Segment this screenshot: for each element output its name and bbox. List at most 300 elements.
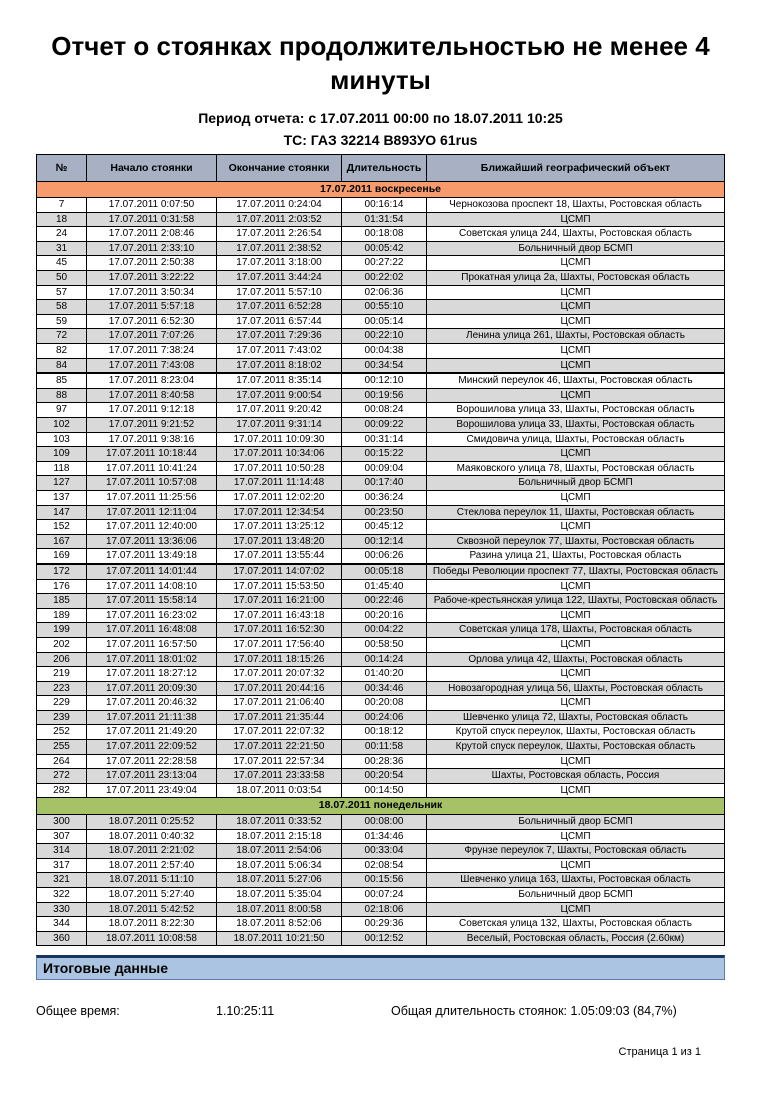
stop-start-cell: 17.07.2011 20:46:32 [87,696,217,711]
stop-end-cell: 17.07.2011 10:09:30 [217,432,342,447]
stop-location-cell: Новозагородная улица 56, Шахты, Ростовская область [427,681,725,696]
table-row [37,256,725,271]
stop-number-cell: 219 [37,667,87,682]
table-row [37,681,725,696]
table-row [37,814,725,829]
stop-start-cell: 18.07.2011 5:11:10 [87,873,217,888]
stop-start-cell: 17.07.2011 16:23:02 [87,608,217,623]
stop-location-cell: Сквозной переулок 77, Шахты, Ростовская область [427,534,725,549]
table-row [37,461,725,476]
stop-location-cell: ЦСМП [427,388,725,403]
stop-location-cell: Ленина улица 261, Шахты, Ростовская область [427,329,725,344]
stop-location-cell: Рабоче-крестьянская улица 122, Шахты, Ростовская область [427,594,725,609]
column-header-number: № [37,154,87,181]
stop-number-cell: 252 [37,725,87,740]
stop-end-cell: 17.07.2011 21:35:44 [217,710,342,725]
stop-location-cell: ЦСМП [427,579,725,594]
stop-start-cell: 17.07.2011 13:36:06 [87,534,217,549]
stop-number-cell: 118 [37,461,87,476]
stop-start-cell: 17.07.2011 2:33:10 [87,241,217,256]
stop-end-cell: 17.07.2011 17:56:40 [217,637,342,652]
stop-duration-cell: 00:31:14 [342,432,427,447]
stop-end-cell: 17.07.2011 12:02:20 [217,490,342,505]
stop-start-cell: 17.07.2011 9:38:16 [87,432,217,447]
stop-number-cell: 314 [37,844,87,859]
stop-location-cell: Крутой спуск переулок, Шахты, Ростовская область [427,725,725,740]
stop-start-cell: 17.07.2011 8:40:58 [87,388,217,403]
stop-duration-cell: 00:07:24 [342,887,427,902]
stop-location-cell: Орлова улица 42, Шахты, Ростовская область [427,652,725,667]
page-title: Отчет о стоянках продолжительностью не менее 4 минуты [51,31,710,95]
stop-location-cell: Маяковского улица 78, Шахты, Ростовская область [427,461,725,476]
stop-end-cell: 17.07.2011 14:07:02 [217,564,342,579]
stop-duration-cell: 00:16:14 [342,198,427,213]
stop-number-cell: 176 [37,579,87,594]
stop-start-cell: 17.07.2011 10:18:44 [87,447,217,462]
stop-duration-cell: 00:12:10 [342,373,427,388]
stop-number-cell: 223 [37,681,87,696]
table-row [37,432,725,447]
stop-start-cell: 17.07.2011 2:08:46 [87,227,217,242]
stop-end-cell: 17.07.2011 9:20:42 [217,403,342,418]
stop-location-cell: ЦСМП [427,696,725,711]
stop-start-cell: 17.07.2011 16:48:08 [87,623,217,638]
stop-duration-cell: 00:20:54 [342,769,427,784]
stop-start-cell: 17.07.2011 22:28:58 [87,754,217,769]
stop-end-cell: 18.07.2011 0:03:54 [217,783,342,798]
column-header-location: Ближайший географический объект [427,154,725,181]
stop-duration-cell: 02:18:06 [342,902,427,917]
table-row [37,241,725,256]
stop-start-cell: 17.07.2011 23:49:04 [87,783,217,798]
table-row [37,902,725,917]
stop-duration-cell: 00:08:00 [342,814,427,829]
stop-location-cell: Стеклова переулок 11, Шахты, Ростовская область [427,505,725,520]
stop-location-cell: ЦСМП [427,829,725,844]
stop-end-cell: 17.07.2011 9:31:14 [217,418,342,433]
table-row [37,564,725,579]
stop-start-cell: 17.07.2011 5:57:18 [87,300,217,315]
stop-duration-cell: 00:22:46 [342,594,427,609]
table-row [37,476,725,491]
stop-start-cell: 17.07.2011 7:07:26 [87,329,217,344]
stop-start-cell: 17.07.2011 20:09:30 [87,681,217,696]
stop-location-cell: Советская улица 178, Шахты, Ростовская область [427,623,725,638]
stop-duration-cell: 00:22:10 [342,329,427,344]
table-row [37,887,725,902]
stop-duration-cell: 00:05:42 [342,241,427,256]
table-row [37,534,725,549]
stop-location-cell: Веселый, Ростовская область, Россия (2.60км) [427,931,725,946]
stop-start-cell: 18.07.2011 0:25:52 [87,814,217,829]
table-row [37,917,725,932]
stop-start-cell: 17.07.2011 13:49:18 [87,549,217,564]
stop-number-cell: 322 [37,887,87,902]
stop-number-cell: 360 [37,931,87,946]
stop-number-cell: 189 [37,608,87,623]
report-vehicle: ТС: ГАЗ 32214 В893УО 61rus [283,131,478,148]
stop-start-cell: 17.07.2011 0:31:58 [87,212,217,227]
stop-start-cell: 17.07.2011 10:41:24 [87,461,217,476]
stop-location-cell: ЦСМП [427,783,725,798]
stop-start-cell: 17.07.2011 9:21:52 [87,418,217,433]
table-row [37,740,725,755]
stop-location-cell: Победы Революции проспект 77, Шахты, Ростовская область [427,564,725,579]
stop-duration-cell: 00:19:56 [342,388,427,403]
stop-location-cell: Шевченко улица 72, Шахты, Ростовская область [427,710,725,725]
stops-table-header [37,154,725,181]
stop-duration-cell: 00:20:08 [342,696,427,711]
table-row [37,271,725,286]
stop-end-cell: 17.07.2011 20:07:32 [217,667,342,682]
stop-number-cell: 97 [37,403,87,418]
stop-start-cell: 18.07.2011 0:40:32 [87,829,217,844]
stop-end-cell: 17.07.2011 13:48:20 [217,534,342,549]
total-time-value: 1.10:25:11 [216,1004,275,1019]
table-row [37,725,725,740]
table-row [37,373,725,388]
table-row [37,594,725,609]
stop-location-cell: ЦСМП [427,256,725,271]
stop-end-cell: 17.07.2011 7:29:36 [217,329,342,344]
table-row [37,623,725,638]
table-row [37,667,725,682]
column-header-start: Начало стоянки [87,154,217,181]
stop-location-cell: ЦСМП [427,344,725,359]
stop-number-cell: 199 [37,623,87,638]
stop-duration-cell: 02:08:54 [342,858,427,873]
stop-number-cell: 185 [37,594,87,609]
stop-number-cell: 59 [37,314,87,329]
stop-duration-cell: 00:23:50 [342,505,427,520]
stop-start-cell: 17.07.2011 21:11:38 [87,710,217,725]
stop-end-cell: 18.07.2011 0:33:52 [217,814,342,829]
stop-number-cell: 239 [37,710,87,725]
stop-end-cell: 17.07.2011 18:15:26 [217,652,342,667]
stop-number-cell: 127 [37,476,87,491]
stop-end-cell: 17.07.2011 7:43:02 [217,344,342,359]
table-row [37,637,725,652]
table-row [37,549,725,564]
table-row [37,358,725,373]
stop-start-cell: 17.07.2011 0:07:50 [87,198,217,213]
stop-number-cell: 344 [37,917,87,932]
stop-location-cell: Больничный двор БСМП [427,887,725,902]
stop-start-cell: 17.07.2011 3:50:34 [87,285,217,300]
table-row [37,844,725,859]
table-row [37,388,725,403]
stop-number-cell: 103 [37,432,87,447]
stop-location-cell: ЦСМП [427,358,725,373]
stop-start-cell: 17.07.2011 11:25:56 [87,490,217,505]
stop-number-cell: 50 [37,271,87,286]
stop-number-cell: 206 [37,652,87,667]
stop-duration-cell: 00:04:38 [342,344,427,359]
stop-duration-cell: 02:06:36 [342,285,427,300]
stop-duration-cell: 00:08:24 [342,403,427,418]
stop-start-cell: 18.07.2011 10:08:58 [87,931,217,946]
stop-start-cell: 17.07.2011 12:11:04 [87,505,217,520]
table-row [37,931,725,946]
summary-header-bar: Итоговые данные [36,955,725,980]
stop-duration-cell: 00:33:04 [342,844,427,859]
stop-number-cell: 7 [37,198,87,213]
table-row [37,873,725,888]
stop-number-cell: 72 [37,329,87,344]
table-row [37,212,725,227]
stop-start-cell: 17.07.2011 23:13:04 [87,769,217,784]
stop-location-cell: Шевченко улица 163, Шахты, Ростовская область [427,873,725,888]
stop-duration-cell: 00:12:14 [342,534,427,549]
table-row [37,579,725,594]
stop-number-cell: 167 [37,534,87,549]
stop-location-cell: Ворошилова улица 33, Шахты, Ростовская область [427,403,725,418]
stop-location-cell: Советская улица 244, Шахты, Ростовская область [427,227,725,242]
stop-end-cell: 18.07.2011 8:52:06 [217,917,342,932]
stop-number-cell: 31 [37,241,87,256]
stop-number-cell: 317 [37,858,87,873]
stop-start-cell: 18.07.2011 5:42:52 [87,902,217,917]
table-row [37,829,725,844]
stop-end-cell: 17.07.2011 23:33:58 [217,769,342,784]
stop-start-cell: 17.07.2011 14:08:10 [87,579,217,594]
stop-location-cell: Ворошилова улица 33, Шахты, Ростовская область [427,418,725,433]
stop-end-cell: 17.07.2011 3:18:00 [217,256,342,271]
stop-location-cell: ЦСМП [427,902,725,917]
stop-start-cell: 17.07.2011 7:38:24 [87,344,217,359]
stop-start-cell: 17.07.2011 22:09:52 [87,740,217,755]
table-row [37,754,725,769]
column-header-duration: Длительность [342,154,427,181]
stop-end-cell: 18.07.2011 8:00:58 [217,902,342,917]
stop-end-cell: 17.07.2011 8:35:14 [217,373,342,388]
table-row [37,227,725,242]
stop-end-cell: 17.07.2011 3:44:24 [217,271,342,286]
stop-location-cell: ЦСМП [427,520,725,535]
table-row [37,608,725,623]
stops-table [36,154,725,947]
stop-number-cell: 82 [37,344,87,359]
stop-number-cell: 147 [37,505,87,520]
table-row [37,344,725,359]
stop-number-cell: 264 [37,754,87,769]
table-row [37,447,725,462]
stop-start-cell: 18.07.2011 2:21:02 [87,844,217,859]
stop-end-cell: 17.07.2011 16:52:30 [217,623,342,638]
stop-duration-cell: 00:34:54 [342,358,427,373]
stop-duration-cell: 00:15:22 [342,447,427,462]
stop-number-cell: 109 [37,447,87,462]
stop-end-cell: 17.07.2011 2:38:52 [217,241,342,256]
stop-location-cell: Больничный двор БСМП [427,476,725,491]
stop-number-cell: 172 [37,564,87,579]
stop-start-cell: 17.07.2011 16:57:50 [87,637,217,652]
table-row [37,285,725,300]
stop-duration-cell: 00:55:10 [342,300,427,315]
stop-duration-cell: 00:09:04 [342,461,427,476]
report-page [0,30,761,1058]
stop-end-cell: 17.07.2011 5:57:10 [217,285,342,300]
stop-number-cell: 58 [37,300,87,315]
stop-location-cell: Крутой спуск переулок, Шахты, Ростовская область [427,740,725,755]
stops-table-body [37,181,725,946]
stop-duration-cell: 00:06:26 [342,549,427,564]
day-section-header: 17.07.2011 воскресенье [37,181,725,198]
stop-end-cell: 17.07.2011 9:00:54 [217,388,342,403]
stop-start-cell: 17.07.2011 8:23:04 [87,373,217,388]
stop-duration-cell: 00:14:50 [342,783,427,798]
stop-number-cell: 307 [37,829,87,844]
stop-duration-cell: 00:15:56 [342,873,427,888]
stop-duration-cell: 00:29:36 [342,917,427,932]
stop-duration-cell: 00:20:16 [342,608,427,623]
stop-end-cell: 17.07.2011 0:24:04 [217,198,342,213]
day-section-row [37,181,725,198]
stop-number-cell: 84 [37,358,87,373]
stop-location-cell: ЦСМП [427,608,725,623]
stop-end-cell: 17.07.2011 20:44:16 [217,681,342,696]
stop-end-cell: 18.07.2011 5:35:04 [217,887,342,902]
stop-duration-cell: 00:18:12 [342,725,427,740]
report-period: Период отчета: с 17.07.2011 00:00 по 18.07.2011 10:25 [198,109,563,126]
stop-location-cell: Больничный двор БСМП [427,814,725,829]
stop-start-cell: 17.07.2011 3:22:22 [87,271,217,286]
stop-location-cell: Прокатная улица 2а, Шахты, Ростовская область [427,271,725,286]
stop-end-cell: 18.07.2011 5:06:34 [217,858,342,873]
table-row [37,696,725,711]
stop-number-cell: 202 [37,637,87,652]
stop-location-cell: Больничный двор БСМП [427,241,725,256]
stop-end-cell: 17.07.2011 13:25:12 [217,520,342,535]
stop-start-cell: 18.07.2011 2:57:40 [87,858,217,873]
stop-end-cell: 17.07.2011 22:57:34 [217,754,342,769]
stop-start-cell: 17.07.2011 10:57:08 [87,476,217,491]
stop-location-cell: Советская улица 132, Шахты, Ростовская область [427,917,725,932]
stop-duration-cell: 00:17:40 [342,476,427,491]
stop-location-cell: Чернокозова проспект 18, Шахты, Ростовская область [427,198,725,213]
table-row [37,314,725,329]
stop-start-cell: 17.07.2011 7:43:08 [87,358,217,373]
stop-duration-cell: 00:04:22 [342,623,427,638]
stop-start-cell: 18.07.2011 5:27:40 [87,887,217,902]
stop-start-cell: 17.07.2011 2:50:38 [87,256,217,271]
table-row [37,329,725,344]
stop-duration-cell: 01:34:46 [342,829,427,844]
table-row [37,858,725,873]
stop-duration-cell: 00:18:08 [342,227,427,242]
stop-number-cell: 57 [37,285,87,300]
stop-location-cell: ЦСМП [427,300,725,315]
stop-end-cell: 17.07.2011 15:53:50 [217,579,342,594]
stop-duration-cell: 00:34:46 [342,681,427,696]
stop-start-cell: 17.07.2011 18:01:02 [87,652,217,667]
stop-location-cell: Шахты, Ростовская область, Россия [427,769,725,784]
table-row [37,418,725,433]
stop-end-cell: 17.07.2011 16:43:18 [217,608,342,623]
stop-duration-cell: 00:05:18 [342,564,427,579]
stop-duration-cell: 00:24:06 [342,710,427,725]
table-row [37,403,725,418]
day-section-row [37,798,725,815]
stop-duration-cell: 00:27:22 [342,256,427,271]
stop-location-cell: ЦСМП [427,314,725,329]
stop-number-cell: 330 [37,902,87,917]
stop-duration-cell: 01:31:54 [342,212,427,227]
stop-end-cell: 17.07.2011 6:52:28 [217,300,342,315]
table-row [37,505,725,520]
stop-duration-cell: 00:36:24 [342,490,427,505]
stop-duration-cell: 00:11:58 [342,740,427,755]
stop-duration-cell: 00:12:52 [342,931,427,946]
stop-end-cell: 17.07.2011 12:34:54 [217,505,342,520]
stop-number-cell: 169 [37,549,87,564]
stop-location-cell: Минский переулок 46, Шахты, Ростовская область [427,373,725,388]
stop-duration-cell: 00:28:36 [342,754,427,769]
stop-number-cell: 88 [37,388,87,403]
stop-number-cell: 102 [37,418,87,433]
stop-end-cell: 18.07.2011 5:27:06 [217,873,342,888]
stop-number-cell: 18 [37,212,87,227]
stop-number-cell: 255 [37,740,87,755]
stop-end-cell: 18.07.2011 10:21:50 [217,931,342,946]
stop-end-cell: 17.07.2011 21:06:40 [217,696,342,711]
table-row [37,652,725,667]
stop-start-cell: 17.07.2011 6:52:30 [87,314,217,329]
stop-location-cell: ЦСМП [427,447,725,462]
table-row [37,490,725,505]
stop-duration-cell: 00:22:02 [342,271,427,286]
stop-location-cell: ЦСМП [427,490,725,505]
stop-end-cell: 17.07.2011 16:21:00 [217,594,342,609]
table-row [37,769,725,784]
stop-start-cell: 17.07.2011 9:12:18 [87,403,217,418]
table-row [37,710,725,725]
stop-number-cell: 282 [37,783,87,798]
stop-duration-cell: 00:45:12 [342,520,427,535]
column-header-end: Окончание стоянки [217,154,342,181]
stop-number-cell: 45 [37,256,87,271]
stop-start-cell: 17.07.2011 12:40:00 [87,520,217,535]
stop-number-cell: 300 [37,814,87,829]
total-time-label: Общее время: [36,1004,120,1019]
stop-duration-cell: 01:40:20 [342,667,427,682]
stop-end-cell: 17.07.2011 22:07:32 [217,725,342,740]
stop-start-cell: 17.07.2011 15:58:14 [87,594,217,609]
stop-number-cell: 85 [37,373,87,388]
stop-location-cell: ЦСМП [427,212,725,227]
stop-number-cell: 321 [37,873,87,888]
stops-duration-text: Общая длительность стоянок: 1.05:09:03 (84,7%) [391,1004,677,1019]
stop-end-cell: 17.07.2011 10:34:06 [217,447,342,462]
stop-location-cell: ЦСМП [427,285,725,300]
stop-duration-cell: 00:58:50 [342,637,427,652]
stop-duration-cell: 01:45:40 [342,579,427,594]
stop-number-cell: 152 [37,520,87,535]
day-section-header: 18.07.2011 понедельник [37,798,725,815]
stop-start-cell: 17.07.2011 18:27:12 [87,667,217,682]
table-row [37,783,725,798]
stop-start-cell: 17.07.2011 14:01:44 [87,564,217,579]
stop-end-cell: 18.07.2011 2:15:18 [217,829,342,844]
stop-location-cell: Фрунзе переулок 7, Шахты, Ростовская область [427,844,725,859]
stop-number-cell: 229 [37,696,87,711]
stop-location-cell: ЦСМП [427,754,725,769]
stop-end-cell: 18.07.2011 2:54:06 [217,844,342,859]
stop-location-cell: ЦСМП [427,667,725,682]
stop-number-cell: 24 [37,227,87,242]
stop-location-cell: Разина улица 21, Шахты, Ростовская область [427,549,725,564]
page-number: Страница 1 из 1 [618,1046,701,1059]
